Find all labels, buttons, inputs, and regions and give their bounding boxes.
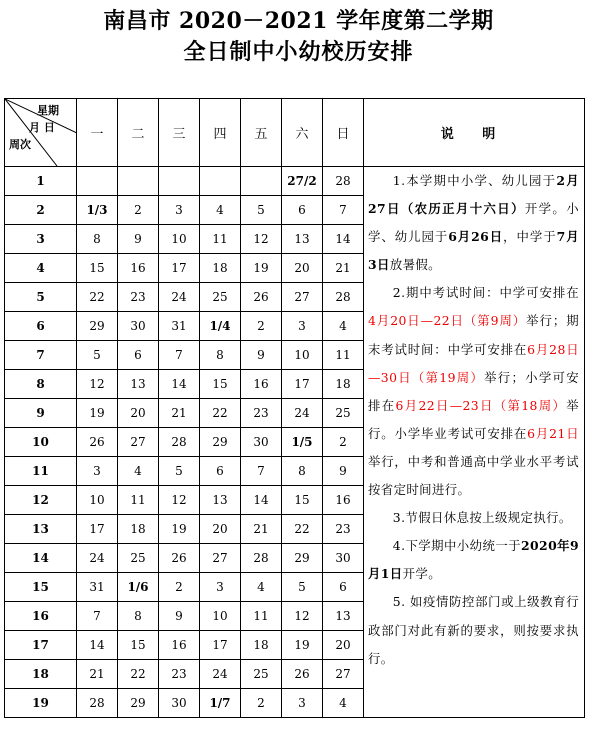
note-text: 1.本学期中小学、幼儿园于 — [392, 173, 557, 188]
note-paragraph — [368, 167, 579, 279]
date-cell: 29 — [118, 689, 159, 718]
date-cell: 27 — [200, 544, 241, 573]
week-number-cell: 8 — [5, 370, 77, 399]
date-cell: 25 — [118, 544, 159, 573]
date-cell: 27 — [323, 660, 364, 689]
note-text: 放暑假。 — [389, 257, 441, 273]
date-cell: 27/2 — [282, 167, 323, 196]
date-cell: 26 — [282, 660, 323, 689]
date-cell: 25 — [241, 660, 282, 689]
date-cell: 30 — [323, 544, 364, 573]
note-text: 举行；小学可安排在 — [368, 369, 579, 413]
date-cell: 10 — [200, 602, 241, 631]
date-cell: 7 — [241, 457, 282, 486]
day-header-tue: 二 — [118, 99, 159, 167]
date-cell: 18 — [200, 254, 241, 283]
date-cell: 6 — [282, 196, 323, 225]
date-cell: 21 — [159, 399, 200, 428]
corner-header-cell — [5, 99, 77, 167]
date-cell: 7 — [159, 341, 200, 370]
date-cell — [200, 167, 241, 196]
note-highlight-date: 6月28日—30日（第19周） — [368, 341, 579, 385]
note-text: ，中学于 — [503, 229, 557, 245]
date-cell: 24 — [77, 544, 118, 573]
date-cell: 24 — [200, 660, 241, 689]
date-cell: 12 — [77, 370, 118, 399]
date-cell: 6 — [118, 341, 159, 370]
date-cell: 21 — [323, 254, 364, 283]
date-cell: 28 — [159, 428, 200, 457]
table-row — [5, 167, 585, 196]
date-cell: 31 — [159, 312, 200, 341]
date-cell: 30 — [159, 689, 200, 718]
date-cell: 29 — [200, 428, 241, 457]
date-cell: 15 — [200, 370, 241, 399]
note-paragraph — [368, 504, 579, 532]
date-cell — [118, 167, 159, 196]
date-cell: 17 — [159, 254, 200, 283]
date-cell: 1/4 — [200, 312, 241, 341]
week-number-cell: 11 — [5, 457, 77, 486]
title-line-2: 全日制中小幼校历安排 — [183, 39, 414, 65]
date-cell: 9 — [241, 341, 282, 370]
corner-label-weekday: 星期 — [37, 104, 59, 117]
date-cell: 14 — [241, 486, 282, 515]
note-bold-text: 7月3日 — [368, 229, 579, 273]
week-number-cell: 7 — [5, 341, 77, 370]
date-cell: 23 — [159, 660, 200, 689]
date-cell: 4 — [118, 457, 159, 486]
week-number-cell: 9 — [5, 399, 77, 428]
date-cell: 16 — [118, 254, 159, 283]
day-header-wed: 三 — [159, 99, 200, 167]
date-cell: 17 — [282, 370, 323, 399]
note-paragraph — [368, 279, 579, 504]
header-row — [5, 99, 585, 167]
date-cell: 19 — [159, 515, 200, 544]
date-cell: 28 — [241, 544, 282, 573]
date-cell: 4 — [323, 312, 364, 341]
date-cell: 14 — [323, 225, 364, 254]
date-cell: 25 — [200, 283, 241, 312]
notes-header — [364, 99, 585, 167]
date-cell: 14 — [77, 631, 118, 660]
date-cell: 11 — [241, 602, 282, 631]
week-number-cell: 14 — [5, 544, 77, 573]
date-cell: 19 — [241, 254, 282, 283]
date-cell: 20 — [200, 515, 241, 544]
week-number-cell: 6 — [5, 312, 77, 341]
date-cell: 1/5 — [282, 428, 323, 457]
date-cell: 28 — [77, 689, 118, 718]
date-cell: 6 — [323, 573, 364, 602]
notes-header-label: 说 明 — [440, 127, 508, 142]
date-cell: 12 — [282, 602, 323, 631]
note-text: 开学。 — [402, 566, 441, 582]
notes-cell — [364, 167, 585, 718]
date-cell: 1/3 — [77, 196, 118, 225]
date-cell: 12 — [159, 486, 200, 515]
date-cell: 28 — [323, 167, 364, 196]
date-cell: 5 — [241, 196, 282, 225]
date-cell: 19 — [282, 631, 323, 660]
date-cell: 21 — [77, 660, 118, 689]
date-cell: 22 — [77, 283, 118, 312]
date-cell: 20 — [323, 631, 364, 660]
date-cell: 4 — [241, 573, 282, 602]
date-cell: 16 — [241, 370, 282, 399]
date-cell: 17 — [77, 515, 118, 544]
date-cell: 10 — [282, 341, 323, 370]
date-cell: 13 — [323, 602, 364, 631]
week-number-cell: 13 — [5, 515, 77, 544]
date-cell: 9 — [159, 602, 200, 631]
note-text: 开学。小学、幼儿园于 — [368, 201, 579, 245]
note-highlight-date: 6月21日 — [527, 425, 579, 441]
date-cell: 5 — [77, 341, 118, 370]
date-cell: 27 — [282, 283, 323, 312]
week-number-cell: 16 — [5, 602, 77, 631]
date-cell: 29 — [282, 544, 323, 573]
week-number-cell: 10 — [5, 428, 77, 457]
date-cell: 2 — [159, 573, 200, 602]
date-cell: 3 — [77, 457, 118, 486]
date-cell: 18 — [241, 631, 282, 660]
date-cell — [77, 167, 118, 196]
date-cell: 8 — [200, 341, 241, 370]
calendar-body — [5, 167, 585, 718]
date-cell: 7 — [77, 602, 118, 631]
note-text: 4.下学期中小幼统一于 — [392, 538, 521, 554]
date-cell: 27 — [118, 428, 159, 457]
week-number-cell: 18 — [5, 660, 77, 689]
date-cell — [241, 167, 282, 196]
week-number-cell: 15 — [5, 573, 77, 602]
title-line-1: 南昌市 2020－2021 学年度第二学期 — [103, 8, 494, 34]
day-header-thu: 四 — [200, 99, 241, 167]
date-cell: 2 — [241, 312, 282, 341]
date-cell: 13 — [282, 225, 323, 254]
date-cell: 26 — [241, 283, 282, 312]
date-cell: 8 — [77, 225, 118, 254]
date-cell: 14 — [159, 370, 200, 399]
date-cell: 23 — [118, 283, 159, 312]
note-highlight-date: 6月22日—23日（第18周） — [395, 397, 567, 413]
week-number-cell: 1 — [5, 167, 77, 196]
note-text: 举行，中考和普通高中学业水平考试按省定时间进行。 — [368, 453, 579, 498]
date-cell: 3 — [159, 196, 200, 225]
date-cell: 11 — [323, 341, 364, 370]
date-cell: 21 — [241, 515, 282, 544]
date-cell: 30 — [118, 312, 159, 341]
date-cell: 19 — [77, 399, 118, 428]
week-number-cell: 2 — [5, 196, 77, 225]
date-cell: 23 — [241, 399, 282, 428]
date-cell: 4 — [323, 689, 364, 718]
date-cell: 10 — [159, 225, 200, 254]
day-header-fri: 五 — [241, 99, 282, 167]
date-cell: 24 — [159, 283, 200, 312]
date-cell: 5 — [282, 573, 323, 602]
date-cell: 28 — [323, 283, 364, 312]
date-cell: 11 — [200, 225, 241, 254]
date-cell: 16 — [159, 631, 200, 660]
date-cell: 4 — [200, 196, 241, 225]
note-text: 5. 如疫情防控部门或上级教育行政部门对此有新的要求，则按要求执行。 — [368, 594, 579, 666]
date-cell: 3 — [282, 689, 323, 718]
date-cell: 8 — [118, 602, 159, 631]
date-cell: 2 — [323, 428, 364, 457]
date-cell: 13 — [200, 486, 241, 515]
date-cell: 12 — [241, 225, 282, 254]
note-text: 举行；期末考试时间：中学可安排在 — [368, 313, 579, 357]
week-number-cell: 19 — [5, 689, 77, 718]
date-cell: 2 — [241, 689, 282, 718]
date-cell: 9 — [323, 457, 364, 486]
day-header-mon: 一 — [77, 99, 118, 167]
date-cell: 26 — [159, 544, 200, 573]
date-cell: 11 — [118, 486, 159, 515]
date-cell: 22 — [200, 399, 241, 428]
date-cell: 29 — [77, 312, 118, 341]
date-cell: 13 — [118, 370, 159, 399]
note-text: 2.期中考试时间：中学可安排在 — [392, 285, 579, 301]
note-bold-text: 2月27日（农历正月十六日） — [368, 173, 579, 217]
week-number-cell: 12 — [5, 486, 77, 515]
date-cell: 5 — [159, 457, 200, 486]
date-cell: 30 — [241, 428, 282, 457]
day-header-sat: 六 — [282, 99, 323, 167]
week-number-cell: 4 — [5, 254, 77, 283]
date-cell: 16 — [323, 486, 364, 515]
date-cell: 22 — [282, 515, 323, 544]
date-cell: 24 — [282, 399, 323, 428]
date-cell: 8 — [282, 457, 323, 486]
note-highlight-date: 4月20日—22日（第9周） — [368, 313, 527, 329]
note-text: 3.节假日休息按上级规定执行。 — [392, 510, 572, 526]
date-cell: 1/7 — [200, 689, 241, 718]
date-cell: 10 — [77, 486, 118, 515]
date-cell: 23 — [323, 515, 364, 544]
note-paragraph — [368, 588, 579, 672]
day-header-sun: 日 — [323, 99, 364, 167]
corner-label-date: 月 日 — [29, 121, 55, 134]
note-text: 举行。小学毕业考试可安排在 — [368, 397, 579, 441]
date-cell: 20 — [282, 254, 323, 283]
date-cell — [159, 167, 200, 196]
date-cell: 15 — [118, 631, 159, 660]
date-cell: 9 — [118, 225, 159, 254]
week-number-cell: 3 — [5, 225, 77, 254]
date-cell: 1/6 — [118, 573, 159, 602]
corner-label-week: 周次 — [9, 138, 31, 151]
date-cell: 20 — [118, 399, 159, 428]
date-cell: 18 — [323, 370, 364, 399]
date-cell: 15 — [77, 254, 118, 283]
week-number-cell: 17 — [5, 631, 77, 660]
date-cell: 22 — [118, 660, 159, 689]
date-cell: 31 — [77, 573, 118, 602]
note-paragraph — [368, 532, 579, 588]
date-cell: 17 — [200, 631, 241, 660]
date-cell: 15 — [282, 486, 323, 515]
note-bold-text: 2020年9月1日 — [368, 538, 579, 582]
date-cell: 3 — [282, 312, 323, 341]
date-cell: 2 — [118, 196, 159, 225]
week-number-cell: 5 — [5, 283, 77, 312]
date-cell: 7 — [323, 196, 364, 225]
date-cell: 3 — [200, 573, 241, 602]
date-cell: 25 — [323, 399, 364, 428]
date-cell: 18 — [118, 515, 159, 544]
school-calendar-table — [4, 98, 585, 718]
note-bold-text: 6月26日 — [448, 229, 504, 245]
date-cell: 6 — [200, 457, 241, 486]
date-cell: 26 — [77, 428, 118, 457]
